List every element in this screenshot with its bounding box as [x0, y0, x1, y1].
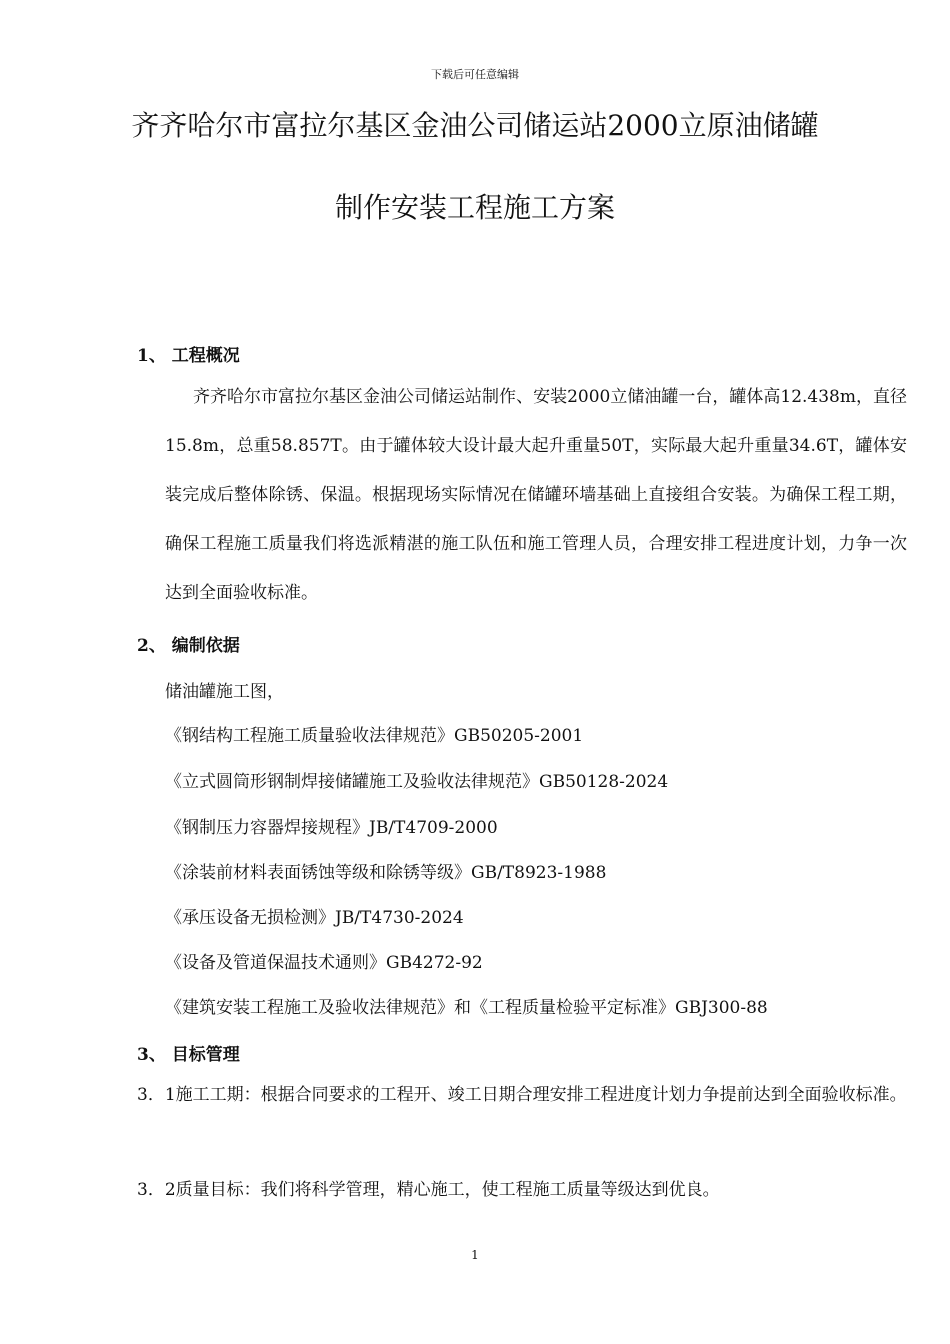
overview-paragraph: 齐齐哈尔市富拉尔基区金油公司储运站制作、安装2000立储油罐一台，罐体高12.438m，直径15.8m，总重58.857T。由于罐体较大设计最大起升重量50T，实际最大起升重量34.6T，罐体安装完成后整体除锈、保温。根据现场实际情况在储罐环墙基础上直接组合安装。为确保工程工期，确保工程施工质量我们将选派精湛的施工队伍和施工管理人员，合理安排工程进度计划，力争一次达到全面验收标准。 [165, 387, 907, 603]
basis-item: 《设备及管道保温技术通则》GB4272-92 [165, 953, 483, 973]
document-title-line-1: 齐齐哈尔市富拉尔基区金油公司储运站2000立原油储罐 [131, 109, 819, 142]
goal-item-quality: 3．2质量目标：我们将科学管理，精心施工，使工程施工质量等级达到优良。 [137, 1180, 720, 1200]
basis-item: 《承压设备无损检测》JB/T4730-2024 [165, 908, 464, 928]
basis-item: 《钢结构工程施工质量验收法律规范》GB50205-2001 [165, 726, 584, 746]
page-number: 1 [471, 1248, 479, 1262]
basis-item: 储油罐施工图， [165, 682, 284, 702]
basis-item: 《建筑安装工程施工及验收法律规范》和《工程质量检验平定标准》GBJ300-88 [165, 998, 768, 1018]
basis-item: 《涂装前材料表面锈蚀等级和除锈等级》GB/T8923-1988 [165, 863, 607, 883]
section-heading-overview: 1、 工程概况 [137, 346, 240, 366]
goal-item-schedule: 3．1施工工期：根据合同要求的工程开、竣工日期合理安排工程进度计划力争提前达到全面验收标准。 [137, 1085, 907, 1105]
header-note: 下载后可任意编辑 [431, 68, 519, 81]
basis-item: 《钢制压力容器焊接规程》JB/T4709-2000 [165, 818, 498, 838]
section-heading-goals: 3、 目标管理 [137, 1045, 240, 1065]
document-title-line-2: 制作安装工程施工方案 [334, 191, 615, 224]
section-heading-basis: 2、 编制依据 [137, 636, 240, 656]
basis-item: 《立式圆筒形钢制焊接储罐施工及验收法律规范》GB50128-2024 [165, 772, 669, 792]
